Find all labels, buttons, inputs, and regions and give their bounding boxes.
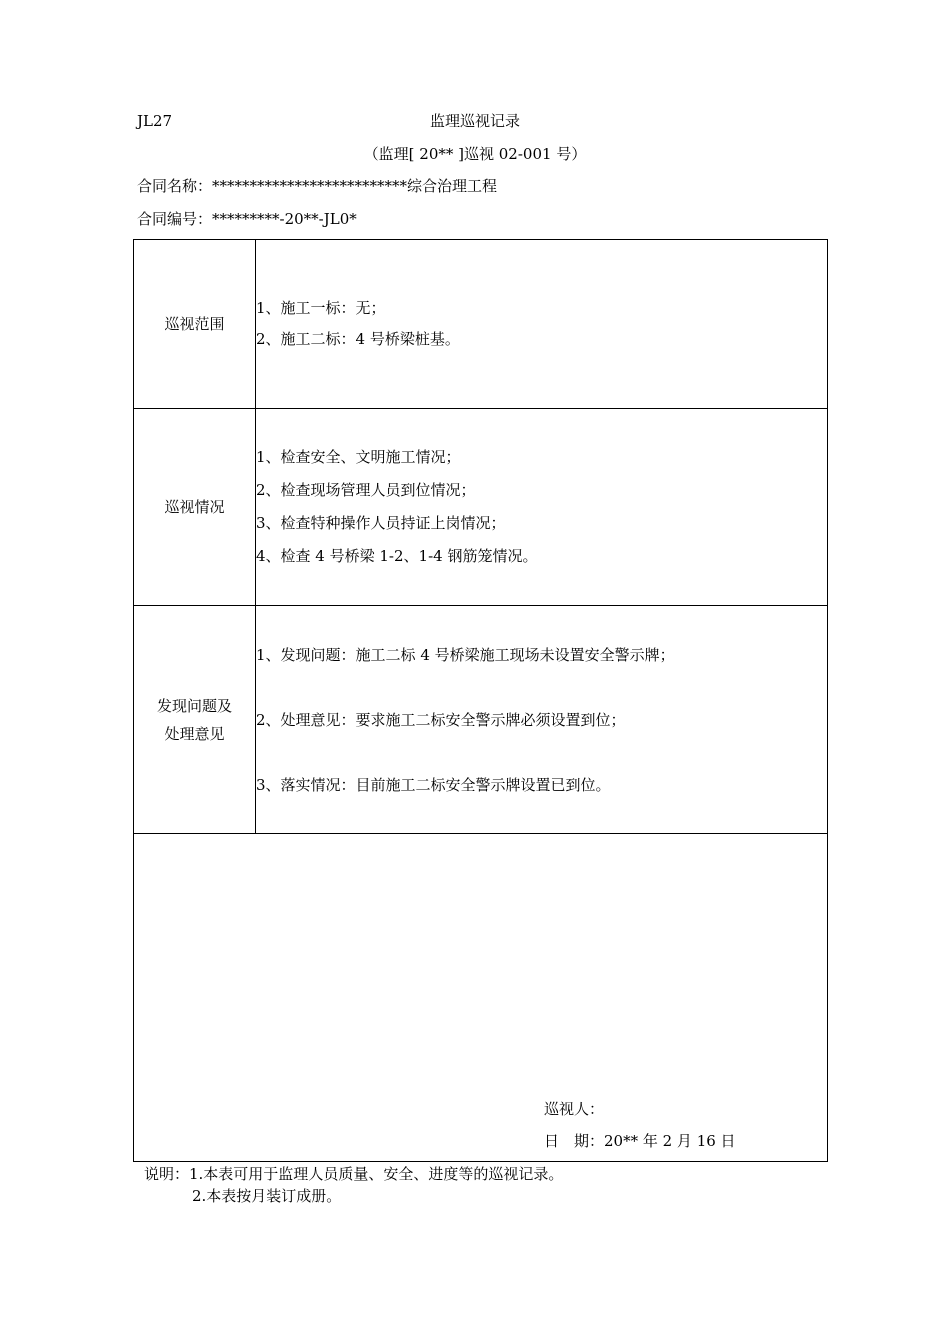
issues-content [256,606,828,834]
list-item: 3、落实情况：目前施工二标安全警示牌设置已到位。 [256,775,611,794]
list-item: 1、检查安全、文明施工情况； [256,448,461,466]
scope-label: 巡视范围 [134,240,256,409]
note-line-2: 2.本表按月装订成册。 [192,1187,342,1205]
table-row-status [134,409,828,606]
contract-name: 合同名称：**************************综合治理工程 [137,177,498,195]
issues-label [134,606,256,834]
status-label: 巡视情况 [134,409,256,606]
form-code: JL27 [137,112,173,130]
page-title: 监理巡视记录 [429,112,520,130]
status-content [256,409,828,606]
inspector-label: 巡视人： [544,1100,605,1118]
scope-content [256,240,828,409]
list-item: 1、发现问题：施工二标 4 号桥梁施工现场未设置安全警示牌； [256,645,675,664]
note-line-1: 说明：1.本表可用于监理人员质量、安全、进度等的巡视记录。 [144,1165,564,1183]
notes [144,1163,563,1207]
inspection-record-table [133,239,828,1162]
table-row-scope [134,240,828,409]
list-item: 1、施工一标：无； [256,299,386,317]
document-number: （监理[ 20** ]巡视 02-001 号） [363,145,587,163]
date-label: 日 期：20** 年 2 月 16 日 [544,1132,736,1150]
signature-cell [134,834,828,1162]
list-item: 3、检查特种操作人员持证上岗情况； [256,514,506,532]
contract-number: 合同编号：*********-20**-JL0* [137,210,357,228]
list-item: 2、处理意见：要求施工二标安全警示牌必须设置到位； [256,710,626,729]
list-item: 4、检查 4 号桥梁 1-2、1-4 钢筋笼情况。 [256,547,538,565]
table-row-signature [134,834,828,1162]
issues-label-line1: 发现问题及 [156,696,232,715]
table-row-issues [134,606,828,834]
issues-label-line2: 处理意见 [164,724,225,743]
list-item: 2、检查现场管理人员到位情况； [256,481,476,499]
list-item: 2、施工二标：4 号桥梁桩基。 [256,330,460,348]
